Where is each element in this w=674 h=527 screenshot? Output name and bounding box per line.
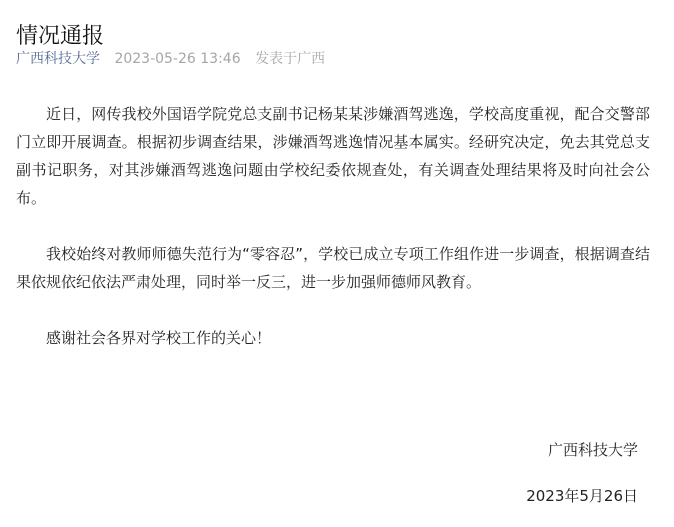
account-name-link[interactable]: 广西科技大学 (16, 51, 100, 67)
signature-date: 2023年5月26日 (526, 487, 638, 505)
article-meta (16, 49, 325, 69)
article-paragraph: 感谢社会各界对学校工作的关心！ (46, 329, 272, 347)
article-title: 情况通报 (16, 23, 105, 49)
signature-organization: 广西科技大学 (547, 441, 638, 459)
article-paragraph: 近日，网传我校外国语学院党总支副书记杨某某涉嫌酒驾逃逸，学校高度重视，配合交警部门立即开展调查。根据初步调查结果，涉嫌酒驾逃逸情况基本属实。经研究决定，免去其党总支副书记职务，对其涉嫌酒驾逃逸问题由学校纪委依规查处，有关调查处理结果将及时向社会公布。 (16, 105, 650, 207)
publish-time: 2023-05-26 13:46 (114, 51, 241, 67)
publish-location: 发表于广西 (255, 51, 326, 67)
article-body (16, 100, 650, 380)
article-paragraph: 我校始终对教师师德失范行为“零容忍”，学校已成立专项工作组作进一步调查，根据调查结果依规依纪依法严肃处理，同时举一反三，进一步加强师德师风教育。 (16, 245, 650, 291)
